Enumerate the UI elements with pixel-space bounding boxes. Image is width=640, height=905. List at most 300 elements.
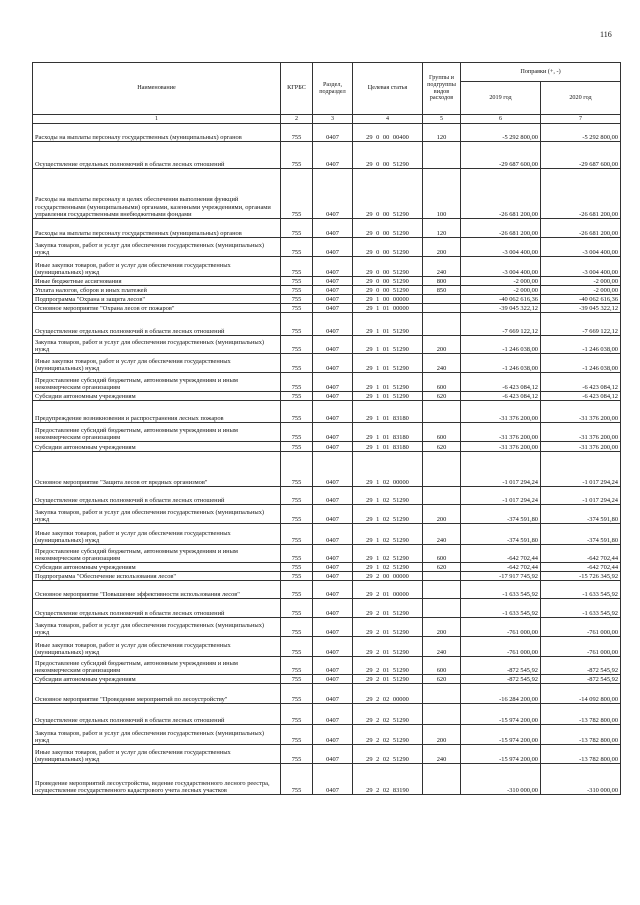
row-kgrbs: 755 (281, 169, 313, 219)
row-section: 0407 (313, 764, 353, 795)
row-section: 0407 (313, 618, 353, 637)
row-name: Иные бюджетные ассигнования (33, 277, 281, 286)
row-kgrbs: 755 (281, 657, 313, 675)
row-kgrbs: 755 (281, 618, 313, 637)
row-name: Основное мероприятие "Повышение эффективности использования лесов" (33, 581, 281, 599)
row-name: Расходы на выплаты персоналу государственных (муниципальных) органов (33, 124, 281, 142)
header-year-2020: 2020 год (541, 82, 621, 115)
row-amount-2019: -26 681 200,00 (461, 169, 541, 219)
row-target: 29 1 01 83180 (353, 401, 423, 423)
row-amount-2020: -39 045 322,12 (541, 304, 621, 313)
row-expense-group (423, 764, 461, 795)
column-number: 2 (281, 115, 313, 124)
row-amount-2020: -26 681 200,00 (541, 169, 621, 219)
row-target: 29 2 01 51290 (353, 637, 423, 657)
row-expense-group: 800 (423, 277, 461, 286)
row-expense-group: 620 (423, 563, 461, 572)
column-number: 6 (461, 115, 541, 124)
table-row (33, 304, 621, 313)
row-section: 0407 (313, 675, 353, 684)
row-kgrbs: 755 (281, 442, 313, 452)
row-amount-2020: -6 423 084,12 (541, 373, 621, 392)
row-target: 29 2 02 51290 (353, 725, 423, 745)
table-row (33, 745, 621, 764)
row-expense-group: 200 (423, 336, 461, 354)
row-amount-2019: -761 000,00 (461, 637, 541, 657)
table-row (33, 336, 621, 354)
table-row (33, 295, 621, 304)
row-section: 0407 (313, 599, 353, 618)
row-target: 29 0 00 00400 (353, 124, 423, 142)
row-kgrbs: 755 (281, 392, 313, 401)
row-kgrbs: 755 (281, 313, 313, 336)
row-kgrbs: 755 (281, 423, 313, 442)
row-name: Предоставление субсидий бюджетным, автономным учреждениям и иным некоммерческим организациям (33, 373, 281, 392)
row-amount-2020: -761 000,00 (541, 637, 621, 657)
table-row (33, 277, 621, 286)
row-expense-group: 850 (423, 286, 461, 295)
row-kgrbs: 755 (281, 238, 313, 257)
row-name: Закупка товаров, работ и услуг для обеспечения государственных (муниципальных) нужд (33, 725, 281, 745)
column-number: 4 (353, 115, 423, 124)
row-section: 0407 (313, 336, 353, 354)
row-name: Осуществление отдельных полномочий в области лесных отношений (33, 487, 281, 505)
row-section: 0407 (313, 169, 353, 219)
row-amount-2020: -31 376 200,00 (541, 401, 621, 423)
row-amount-2019: -6 423 084,12 (461, 392, 541, 401)
row-amount-2020: -2 000,00 (541, 286, 621, 295)
row-amount-2019: -1 633 545,92 (461, 581, 541, 599)
row-expense-group (423, 401, 461, 423)
row-target: 29 1 01 83180 (353, 423, 423, 442)
row-amount-2020: -374 591,80 (541, 505, 621, 524)
row-section: 0407 (313, 277, 353, 286)
table-row (33, 704, 621, 725)
row-kgrbs: 755 (281, 452, 313, 487)
row-amount-2019: -16 284 200,00 (461, 684, 541, 704)
row-name: Закупка товаров, работ и услуг для обеспечения государственных (муниципальных) нужд (33, 238, 281, 257)
table-row (33, 423, 621, 442)
row-amount-2020: -1 633 545,92 (541, 581, 621, 599)
row-kgrbs: 755 (281, 487, 313, 505)
row-expense-group (423, 581, 461, 599)
row-amount-2019: -40 062 616,36 (461, 295, 541, 304)
row-kgrbs: 755 (281, 545, 313, 563)
header-kgrbs: КГРБС (281, 63, 313, 115)
row-kgrbs: 755 (281, 524, 313, 545)
row-kgrbs: 755 (281, 572, 313, 581)
row-name: Осуществление отдельных полномочий в области лесных отношений (33, 599, 281, 618)
row-expense-group: 620 (423, 675, 461, 684)
table-row (33, 257, 621, 277)
row-amount-2020: -29 687 600,00 (541, 142, 621, 169)
table-row (33, 392, 621, 401)
row-name: Расходы на выплаты персоналу государственных (муниципальных) органов (33, 219, 281, 238)
header-name: Наименование (33, 63, 281, 115)
row-kgrbs: 755 (281, 637, 313, 657)
row-amount-2019: -3 004 400,00 (461, 257, 541, 277)
row-amount-2019: -6 423 084,12 (461, 373, 541, 392)
row-section: 0407 (313, 505, 353, 524)
row-target: 29 1 01 51290 (353, 336, 423, 354)
table-row (33, 599, 621, 618)
row-amount-2019: -1 017 294,24 (461, 452, 541, 487)
row-kgrbs: 755 (281, 764, 313, 795)
row-target: 29 1 02 51290 (353, 505, 423, 524)
row-target: 29 0 00 51290 (353, 219, 423, 238)
row-kgrbs: 755 (281, 563, 313, 572)
row-target: 29 1 01 51290 (353, 392, 423, 401)
row-kgrbs: 755 (281, 745, 313, 764)
row-expense-group: 600 (423, 373, 461, 392)
row-target: 29 2 02 51290 (353, 745, 423, 764)
row-section: 0407 (313, 392, 353, 401)
row-target: 29 0 00 51290 (353, 238, 423, 257)
row-kgrbs: 755 (281, 675, 313, 684)
row-expense-group: 200 (423, 618, 461, 637)
row-target: 29 1 01 51290 (353, 373, 423, 392)
table-row (33, 452, 621, 487)
row-section: 0407 (313, 238, 353, 257)
row-target: 29 1 02 51290 (353, 524, 423, 545)
row-target: 29 1 00 00000 (353, 295, 423, 304)
row-amount-2020: -2 000,00 (541, 277, 621, 286)
row-expense-group (423, 487, 461, 505)
table-row (33, 373, 621, 392)
table-row (33, 354, 621, 373)
row-target: 29 2 00 00000 (353, 572, 423, 581)
row-kgrbs: 755 (281, 401, 313, 423)
row-target: 29 1 01 51290 (353, 313, 423, 336)
page-number: 116 (600, 30, 612, 39)
row-target: 29 1 01 83180 (353, 442, 423, 452)
row-amount-2019: -7 669 122,12 (461, 313, 541, 336)
row-amount-2019: -1 246 038,00 (461, 336, 541, 354)
row-name: Предоставление субсидий бюджетным, автономным учреждениям и иным некоммерческим организациям (33, 423, 281, 442)
row-amount-2020: -761 000,00 (541, 618, 621, 637)
row-expense-group: 620 (423, 392, 461, 401)
row-section: 0407 (313, 563, 353, 572)
table-row (33, 124, 621, 142)
row-target: 29 1 02 51290 (353, 487, 423, 505)
table-row (33, 169, 621, 219)
row-name: Иные закупки товаров, работ и услуг для обеспечения государственных (муниципальных) нужд (33, 524, 281, 545)
column-number: 7 (541, 115, 621, 124)
row-kgrbs: 755 (281, 219, 313, 238)
row-amount-2019: -374 591,80 (461, 524, 541, 545)
row-kgrbs: 755 (281, 304, 313, 313)
row-section: 0407 (313, 124, 353, 142)
row-section: 0407 (313, 286, 353, 295)
row-expense-group: 600 (423, 545, 461, 563)
row-section: 0407 (313, 745, 353, 764)
row-name: Иные закупки товаров, работ и услуг для обеспечения государственных (муниципальных) нужд (33, 257, 281, 277)
row-expense-group (423, 572, 461, 581)
row-amount-2020: -40 062 616,36 (541, 295, 621, 304)
row-target: 29 2 01 51290 (353, 618, 423, 637)
row-amount-2019: -29 687 600,00 (461, 142, 541, 169)
row-name: Иные закупки товаров, работ и услуг для обеспечения государственных (муниципальных) нужд (33, 745, 281, 764)
row-amount-2019: -1 633 545,92 (461, 599, 541, 618)
row-name: Предоставление субсидий бюджетным, автономным учреждениям и иным некоммерческим организациям (33, 657, 281, 675)
row-amount-2020: -26 681 200,00 (541, 219, 621, 238)
row-expense-group (423, 599, 461, 618)
row-kgrbs: 755 (281, 286, 313, 295)
table-row (33, 524, 621, 545)
row-section: 0407 (313, 373, 353, 392)
row-amount-2019: -31 376 200,00 (461, 401, 541, 423)
row-section: 0407 (313, 581, 353, 599)
row-name: Основное мероприятие "Защита лесов от вредных организмов" (33, 452, 281, 487)
row-amount-2020: -642 702,44 (541, 545, 621, 563)
row-amount-2019: -26 681 200,00 (461, 219, 541, 238)
row-target: 29 2 02 00000 (353, 684, 423, 704)
row-target: 29 1 02 51290 (353, 545, 423, 563)
table-row (33, 442, 621, 452)
row-kgrbs: 755 (281, 599, 313, 618)
table-row (33, 675, 621, 684)
row-kgrbs: 755 (281, 336, 313, 354)
row-section: 0407 (313, 423, 353, 442)
row-amount-2020: -15 726 345,92 (541, 572, 621, 581)
row-name: Проведение мероприятий лесоустройства, ведение государственного лесного реестра, осуществление государственного кадастрового учета лесных участков (33, 764, 281, 795)
row-target: 29 0 00 51290 (353, 286, 423, 295)
row-amount-2019: -5 292 800,00 (461, 124, 541, 142)
row-expense-group: 200 (423, 238, 461, 257)
row-section: 0407 (313, 657, 353, 675)
row-expense-group (423, 313, 461, 336)
row-amount-2020: -1 246 038,00 (541, 336, 621, 354)
row-kgrbs: 755 (281, 725, 313, 745)
row-amount-2020: -6 423 084,12 (541, 392, 621, 401)
table-row (33, 313, 621, 336)
table-row (33, 505, 621, 524)
row-amount-2019: -642 702,44 (461, 545, 541, 563)
row-kgrbs: 755 (281, 142, 313, 169)
table-row (33, 545, 621, 563)
row-amount-2020: -3 004 400,00 (541, 257, 621, 277)
row-amount-2019: -642 702,44 (461, 563, 541, 572)
row-amount-2020: -3 004 400,00 (541, 238, 621, 257)
column-number: 1 (33, 115, 281, 124)
row-amount-2020: -13 782 800,00 (541, 745, 621, 764)
row-amount-2019: -15 974 200,00 (461, 704, 541, 725)
row-section: 0407 (313, 401, 353, 423)
row-target: 29 2 01 00000 (353, 581, 423, 599)
row-target: 29 2 01 51290 (353, 599, 423, 618)
row-amount-2020: -13 782 800,00 (541, 725, 621, 745)
row-amount-2019: -3 004 400,00 (461, 238, 541, 257)
row-kgrbs: 755 (281, 505, 313, 524)
row-expense-group: 240 (423, 354, 461, 373)
row-name: Расходы на выплаты персоналу в целях обеспечения выполнения функций государственными (муниципальными) органами, казенными учреждениями, органами управления государственными внебюджетными фондами (33, 169, 281, 219)
table-row (33, 563, 621, 572)
budget-table (32, 62, 621, 795)
row-expense-group: 240 (423, 524, 461, 545)
table-row (33, 219, 621, 238)
row-name: Подпрограмма "Обеспечение использования лесов" (33, 572, 281, 581)
header-group: Группы и подгруппы видов расходов (423, 63, 461, 115)
row-amount-2020: -7 669 122,12 (541, 313, 621, 336)
row-expense-group: 240 (423, 257, 461, 277)
row-amount-2019: -1 017 294,24 (461, 487, 541, 505)
row-expense-group (423, 704, 461, 725)
row-target: 29 0 00 51290 (353, 169, 423, 219)
row-section: 0407 (313, 637, 353, 657)
header-amendments: Поправки (+, -) (461, 63, 621, 82)
row-amount-2020: -872 545,92 (541, 675, 621, 684)
row-expense-group (423, 304, 461, 313)
row-target: 29 0 00 51290 (353, 142, 423, 169)
row-expense-group: 100 (423, 169, 461, 219)
header-section: Раздел, подраздел (313, 63, 353, 115)
table-row (33, 684, 621, 704)
table-row (33, 764, 621, 795)
table-row (33, 572, 621, 581)
row-target: 29 0 00 51290 (353, 277, 423, 286)
row-section: 0407 (313, 545, 353, 563)
row-section: 0407 (313, 452, 353, 487)
row-name: Основное мероприятие "Проведение мероприятий по лесоустройству" (33, 684, 281, 704)
row-target: 29 0 00 51290 (353, 257, 423, 277)
header-year-2019: 2019 год (461, 82, 541, 115)
row-amount-2019: -310 000,00 (461, 764, 541, 795)
table-row (33, 581, 621, 599)
table-row (33, 487, 621, 505)
row-amount-2020: -31 376 200,00 (541, 423, 621, 442)
row-amount-2019: -761 000,00 (461, 618, 541, 637)
row-amount-2020: -1 633 545,92 (541, 599, 621, 618)
row-amount-2020: -14 092 800,00 (541, 684, 621, 704)
row-expense-group (423, 142, 461, 169)
column-number: 3 (313, 115, 353, 124)
table-row (33, 657, 621, 675)
row-expense-group: 620 (423, 442, 461, 452)
row-name: Закупка товаров, работ и услуг для обеспечения государственных (муниципальных) нужд (33, 618, 281, 637)
row-expense-group: 240 (423, 637, 461, 657)
row-kgrbs: 755 (281, 257, 313, 277)
row-amount-2019: -31 376 200,00 (461, 442, 541, 452)
row-amount-2020: -13 782 800,00 (541, 704, 621, 725)
row-section: 0407 (313, 684, 353, 704)
table-row (33, 618, 621, 637)
row-expense-group: 120 (423, 219, 461, 238)
row-name: Субсидии автономным учреждениям (33, 563, 281, 572)
row-name: Субсидии автономным учреждениям (33, 675, 281, 684)
header-target: Целевая статья (353, 63, 423, 115)
row-section: 0407 (313, 524, 353, 545)
table-row (33, 238, 621, 257)
row-section: 0407 (313, 142, 353, 169)
row-name: Иные закупки товаров, работ и услуг для обеспечения государственных (муниципальных) нужд (33, 354, 281, 373)
row-amount-2019: -2 000,00 (461, 277, 541, 286)
row-target: 29 2 01 51290 (353, 675, 423, 684)
row-target: 29 2 02 51290 (353, 704, 423, 725)
row-name: Основное мероприятие "Охрана лесов от пожаров" (33, 304, 281, 313)
row-section: 0407 (313, 725, 353, 745)
row-expense-group (423, 295, 461, 304)
row-amount-2020: -872 545,92 (541, 657, 621, 675)
row-amount-2020: -374 591,80 (541, 524, 621, 545)
row-section: 0407 (313, 219, 353, 238)
row-amount-2019: -17 917 745,92 (461, 572, 541, 581)
row-name: Субсидии автономным учреждениям (33, 392, 281, 401)
row-section: 0407 (313, 304, 353, 313)
row-amount-2019: -15 974 200,00 (461, 725, 541, 745)
row-amount-2020: -31 376 200,00 (541, 442, 621, 452)
row-section: 0407 (313, 295, 353, 304)
row-amount-2019: -31 376 200,00 (461, 423, 541, 442)
row-expense-group: 200 (423, 725, 461, 745)
row-name: Уплата налогов, сборов и иных платежей (33, 286, 281, 295)
row-target: 29 1 01 00000 (353, 304, 423, 313)
row-name: Субсидии автономным учреждениям (33, 442, 281, 452)
table-row (33, 286, 621, 295)
row-section: 0407 (313, 487, 353, 505)
row-section: 0407 (313, 313, 353, 336)
row-kgrbs: 755 (281, 277, 313, 286)
row-expense-group: 120 (423, 124, 461, 142)
row-amount-2020: -1 017 294,24 (541, 487, 621, 505)
row-amount-2019: -1 246 038,00 (461, 354, 541, 373)
table-row (33, 637, 621, 657)
row-kgrbs: 755 (281, 581, 313, 599)
row-amount-2020: -5 292 800,00 (541, 124, 621, 142)
row-name: Предупреждение возникновения и распространения лесных пожаров (33, 401, 281, 423)
table-row (33, 401, 621, 423)
row-section: 0407 (313, 354, 353, 373)
row-section: 0407 (313, 572, 353, 581)
row-section: 0407 (313, 257, 353, 277)
table-row (33, 725, 621, 745)
row-name: Закупка товаров, работ и услуг для обеспечения государственных (муниципальных) нужд (33, 505, 281, 524)
row-expense-group (423, 452, 461, 487)
row-expense-group (423, 684, 461, 704)
row-expense-group: 600 (423, 423, 461, 442)
column-number: 5 (423, 115, 461, 124)
row-kgrbs: 755 (281, 373, 313, 392)
row-amount-2020: -642 702,44 (541, 563, 621, 572)
table-body (33, 124, 621, 795)
row-amount-2020: -1 017 294,24 (541, 452, 621, 487)
row-kgrbs: 755 (281, 295, 313, 304)
row-amount-2019: -15 974 200,00 (461, 745, 541, 764)
row-kgrbs: 755 (281, 124, 313, 142)
table-row (33, 142, 621, 169)
row-expense-group: 240 (423, 745, 461, 764)
row-target: 29 1 02 51290 (353, 563, 423, 572)
row-amount-2020: -310 000,00 (541, 764, 621, 795)
row-target: 29 1 02 00000 (353, 452, 423, 487)
row-amount-2019: -872 545,92 (461, 675, 541, 684)
row-name: Предоставление субсидий бюджетным, автономным учреждениям и иным некоммерческим организациям (33, 545, 281, 563)
row-name: Осуществление отдельных полномочий в области лесных отношений (33, 142, 281, 169)
row-name: Подпрограмма "Охрана и защита лесов" (33, 295, 281, 304)
row-target: 29 2 01 51290 (353, 657, 423, 675)
row-amount-2019: -374 591,80 (461, 505, 541, 524)
row-kgrbs: 755 (281, 684, 313, 704)
row-amount-2019: -872 545,92 (461, 657, 541, 675)
row-kgrbs: 755 (281, 354, 313, 373)
row-expense-group: 200 (423, 505, 461, 524)
row-name: Осуществление отдельных полномочий в области лесных отношений (33, 313, 281, 336)
row-name: Осуществление отдельных полномочий в области лесных отношений (33, 704, 281, 725)
row-amount-2019: -39 045 322,12 (461, 304, 541, 313)
row-kgrbs: 755 (281, 704, 313, 725)
row-target: 29 2 02 83190 (353, 764, 423, 795)
row-section: 0407 (313, 442, 353, 452)
row-section: 0407 (313, 704, 353, 725)
